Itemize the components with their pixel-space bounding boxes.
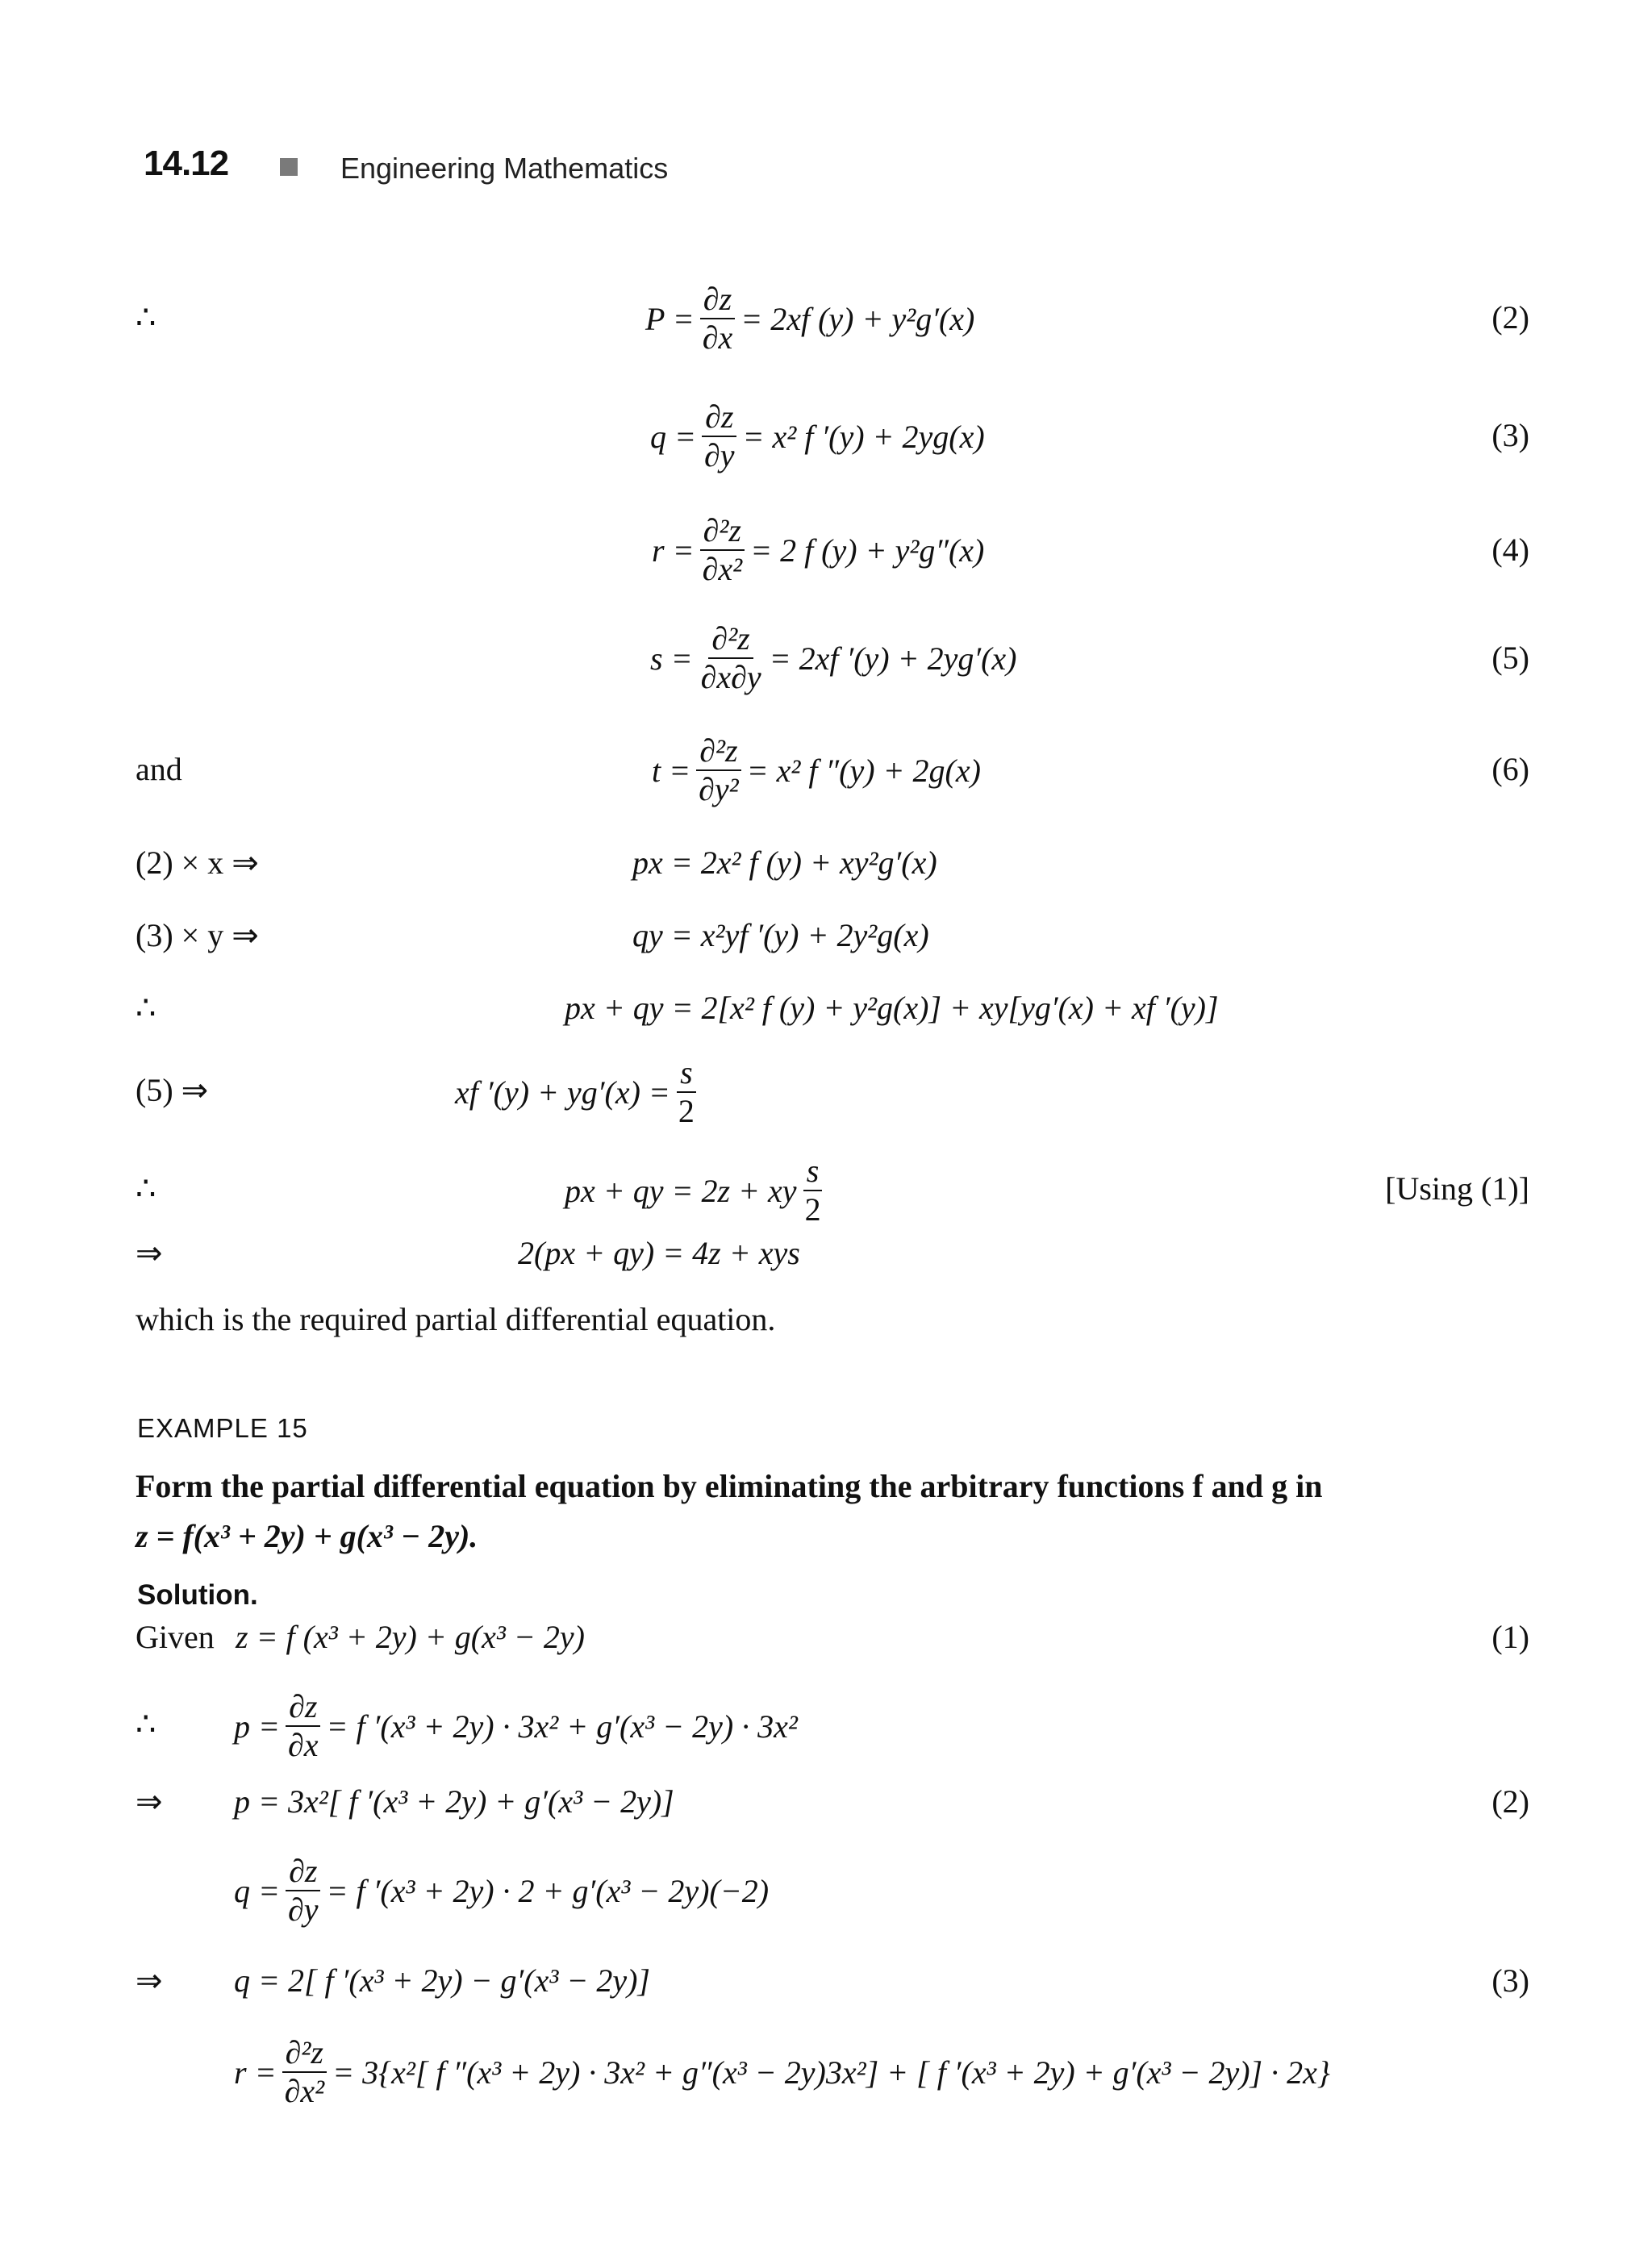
equation-tag: (6): [1491, 751, 1529, 787]
problem-line-2: z = f(x³ + 2y) + g(x³ − 2y).: [136, 1518, 478, 1554]
eq-lhs: r =: [234, 2054, 277, 2091]
denominator: ∂x: [288, 1727, 319, 1763]
problem-line-1: Form the partial differential equation by eliminating the arbitrary functions f and g in: [136, 1468, 1323, 1504]
eq-lhs: r =: [652, 532, 695, 569]
equation-q-expression: [650, 392, 985, 481]
equation-final-expression: 2(px + qy) = 4z + xys: [518, 1235, 800, 1271]
problem-statement: [136, 1462, 1529, 1562]
implies-label: ⇒: [136, 1962, 163, 1999]
equation-tag: (4): [1491, 532, 1529, 568]
eq-lhs: P =: [645, 300, 695, 337]
numerator: ∂z: [286, 1854, 320, 1891]
equation-r: [0, 505, 1652, 595]
equation-px-expression: px = 2x² f (y) + xy²g′(x): [632, 844, 937, 881]
equation-sum: [0, 989, 1652, 1029]
given-expression: z = f (x³ + 2y) + g(x³ − 2y): [236, 1619, 585, 1655]
given-equation: [0, 1618, 1652, 1658]
eq-lhs: xf ′(y) + yg′(x) =: [455, 1074, 670, 1111]
implies-label: ⇒: [136, 1235, 163, 1271]
equation-t: [0, 724, 1652, 816]
fraction: [675, 1056, 698, 1128]
equation-sum-expression: px + qy = 2[x² f (y) + y²g(x)] + xy[yg′(x) + xf ′(y)]: [565, 990, 1219, 1026]
eq-lhs: p =: [234, 1708, 280, 1745]
step-label: (3) × y ⇒: [136, 917, 259, 953]
equation-t-expression: [652, 724, 981, 816]
conclusion-text: which is the required partial differential equation.: [136, 1301, 776, 1337]
eq-lhs: s =: [650, 640, 693, 677]
equation-tag: [Using (1)]: [1385, 1170, 1529, 1207]
eq-lhs: t =: [652, 752, 691, 789]
equation-p: [0, 274, 1652, 363]
equation-tag: (5): [1491, 640, 1529, 676]
step-label: (5) ⇒: [136, 1072, 209, 1108]
implies-label: ⇒: [136, 1783, 163, 1820]
equation-s-expression: [650, 613, 1017, 703]
eq-rhs: = x² f ′(y) + 2yg(x): [742, 418, 985, 455]
step-label: (2) × x ⇒: [136, 844, 259, 881]
fraction: [699, 514, 746, 586]
equation-s: [0, 613, 1652, 703]
equation-r-expression: [652, 505, 984, 595]
numerator: ∂²z: [708, 622, 753, 659]
equation-tag: (3): [1491, 1962, 1529, 1999]
numerator: s: [803, 1154, 823, 1191]
fraction: [699, 282, 736, 355]
denominator: 2: [678, 1093, 695, 1129]
solution-label: Solution.: [137, 1579, 258, 1611]
eq-rhs: = 2xf (y) + y²g′(x): [740, 300, 975, 337]
equation-px: [0, 844, 1652, 884]
denominator: ∂x²: [284, 2073, 325, 2109]
denominator: 2: [804, 1191, 821, 1228]
numerator: s: [677, 1056, 696, 1093]
equation-tag: (1): [1491, 1619, 1529, 1655]
eq-rhs: = f ′(x³ + 2y) · 3x² + g′(x³ − 2y) · 3x²: [326, 1708, 798, 1745]
fraction: [698, 622, 765, 694]
q-result: [0, 1962, 1652, 2002]
denominator: ∂x²: [702, 551, 743, 587]
fraction: [285, 1854, 322, 1927]
p-derivative-expression: [234, 1681, 798, 1771]
equation-q: [0, 392, 1652, 481]
eq-rhs: = x² f ″(y) + 2g(x): [746, 752, 981, 789]
equation-tag: (3): [1491, 417, 1529, 453]
equation-using-expression: [565, 1145, 829, 1236]
r-derivative: [0, 2026, 1652, 2118]
equation-five-expression: [455, 1047, 703, 1137]
equation-p-expression: [645, 274, 974, 363]
equation-five: [0, 1047, 1652, 1137]
fraction: [802, 1154, 824, 1227]
header-square-bullet: [280, 158, 298, 176]
eq-rhs: = f ′(x³ + 2y) · 2 + g′(x³ − 2y)(−2): [326, 1872, 770, 1909]
numerator: ∂z: [286, 1690, 320, 1727]
equation-tag: (2): [1491, 1783, 1529, 1820]
and-label: and: [136, 751, 182, 787]
page-number: 14.12: [144, 144, 229, 183]
equation-qy-expression: qy = x²yf ′(y) + 2y²g(x): [632, 917, 929, 953]
equation-final: [0, 1234, 1652, 1274]
denominator: ∂x: [702, 319, 733, 356]
equation-tag: (2): [1491, 299, 1529, 336]
q-derivative: [0, 1845, 1652, 1936]
equation-using: [0, 1145, 1652, 1236]
example-label: EXAMPLE 15: [137, 1413, 308, 1443]
fraction: [282, 2036, 328, 2108]
denominator: ∂y: [288, 1891, 319, 1928]
fraction: [695, 734, 742, 807]
eq-rhs: = 2xf ′(y) + 2yg′(x): [769, 640, 1017, 677]
numerator: ∂z: [700, 282, 735, 319]
eq-lhs: q =: [234, 1872, 280, 1909]
q-derivative-expression: [234, 1845, 769, 1936]
fraction: [701, 400, 738, 473]
denominator: ∂y²: [699, 771, 739, 807]
p-result-expression: p = 3x²[ f ′(x³ + 2y) + g′(x³ − 2y)]: [234, 1783, 674, 1820]
therefore-label: ∴: [136, 299, 156, 336]
eq-lhs: px + qy = 2z + xy: [565, 1172, 797, 1209]
denominator: ∂y: [704, 437, 735, 473]
therefore-label: ∴: [136, 990, 156, 1026]
equation-qy: [0, 916, 1652, 957]
r-derivative-expression: [234, 2026, 1330, 2118]
book-title: Engineering Mathematics: [340, 152, 669, 185]
eq-lhs: q =: [650, 418, 696, 455]
numerator: ∂²z: [282, 2036, 327, 2073]
therefore-label: ∴: [136, 1170, 156, 1207]
p-derivative: [0, 1681, 1652, 1771]
given-label: Given: [136, 1619, 215, 1655]
numerator: ∂z: [702, 400, 736, 437]
numerator: ∂²z: [696, 734, 740, 771]
fraction: [285, 1690, 322, 1762]
q-result-expression: q = 2[ f ′(x³ + 2y) − g′(x³ − 2y)]: [234, 1962, 650, 1999]
denominator: ∂x∂y: [700, 659, 761, 695]
therefore-label: ∴: [136, 1706, 156, 1742]
p-result: [0, 1783, 1652, 1823]
numerator: ∂²z: [700, 514, 745, 551]
eq-rhs: = 3{x²[ f ″(x³ + 2y) · 3x² + g″(x³ − 2y)3x²] + [ f ′(x³ + 2y) + g′(x³ − 2y)] · 2x}: [332, 2054, 1330, 2091]
eq-rhs: = 2 f (y) + y²g″(x): [750, 532, 985, 569]
